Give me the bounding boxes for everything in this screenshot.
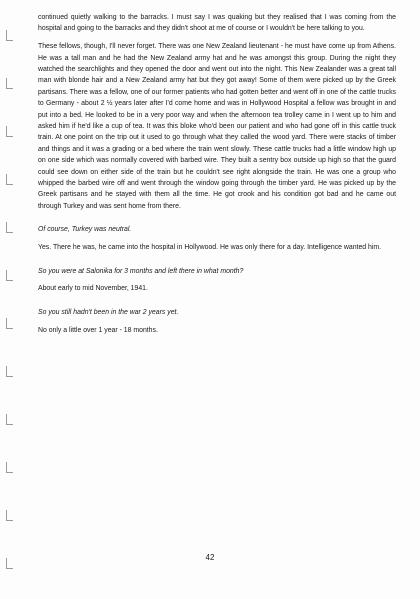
margin-mark xyxy=(6,318,13,329)
page-number: 42 xyxy=(205,553,215,562)
answer-paragraph: No only a little over 1 year - 18 months. xyxy=(38,326,158,334)
margin-mark xyxy=(6,126,13,137)
margin-mark xyxy=(6,222,13,233)
binding-margin-marks xyxy=(6,0,16,599)
margin-mark xyxy=(6,462,13,473)
question-paragraph: So you were at Salonika for 3 months and left there in what month? xyxy=(38,267,244,275)
question-paragraph: Of course, Turkey was neutral. xyxy=(38,226,132,234)
margin-mark xyxy=(6,78,13,89)
margin-mark xyxy=(6,30,13,41)
margin-mark xyxy=(6,510,13,521)
margin-mark xyxy=(6,414,13,425)
answer-paragraph: continued quietly walking to the barracks. I must say I was quaking but they realised that I was coming from the hospital and going to the barracks and they didn't shoot at me of course or I wouldn't be here talking to you. xyxy=(38,14,396,33)
transcript-body xyxy=(38,12,396,342)
margin-mark xyxy=(6,174,13,185)
answer-paragraph: Yes. There he was, he came into the hospital in Hollywood. He was only there for a day. Intelligence wanted him. xyxy=(38,244,382,252)
margin-mark xyxy=(6,270,13,281)
margin-mark xyxy=(6,366,13,377)
question-paragraph: So you still hadn't been in the war 2 years yet. xyxy=(38,308,179,316)
answer-paragraph: About early to mid November, 1941. xyxy=(38,285,148,293)
answer-paragraph: These fellows, though, I'll never forget. There was one New Zealand lieutenant - he must have come up from Athens. He was a tall man and he had the New Zealand army hat and he was amongst this group. During the night they watched the searchlights and they opened the door and went out into the night. This New Zealander was a great tall man with blonde hair and a New Zealand army hat but they got away! Some of them were picked up by the Greek partisans. There was a fellow, one of our former patients who had gotten better and went off in one of the cattle trucks to Germany - about 2 ½ years later after I'd come home and was in Hollywood Hospital a fellow was brought in and put into a bed. He looked to be in a very poor way and when the afternoon tea trolley came in I went up to him and asked him if he'd like a cup of tea. It was this bloke who'd been our patient and who had gone off in this cattle truck train. At one point on the trip out it used to go through what they called the wood yard. There were stacks of timber and things and it was a grading or a bed where the train went slowly. These cattle trucks had a little window high up on one side which was normally covered with barbed wire. They built a sentry box outside up high so that the guard could see down on either side of the train but he couldn't see right alongside the train. He was one a group who whipped the barbed wire off and went through the window going through the timber yard. He was picked up by the Greek partisans and he stayed with them all the time. He got crook and his condition got bad and he came out through Turkey and was sent home from there. xyxy=(38,43,396,210)
